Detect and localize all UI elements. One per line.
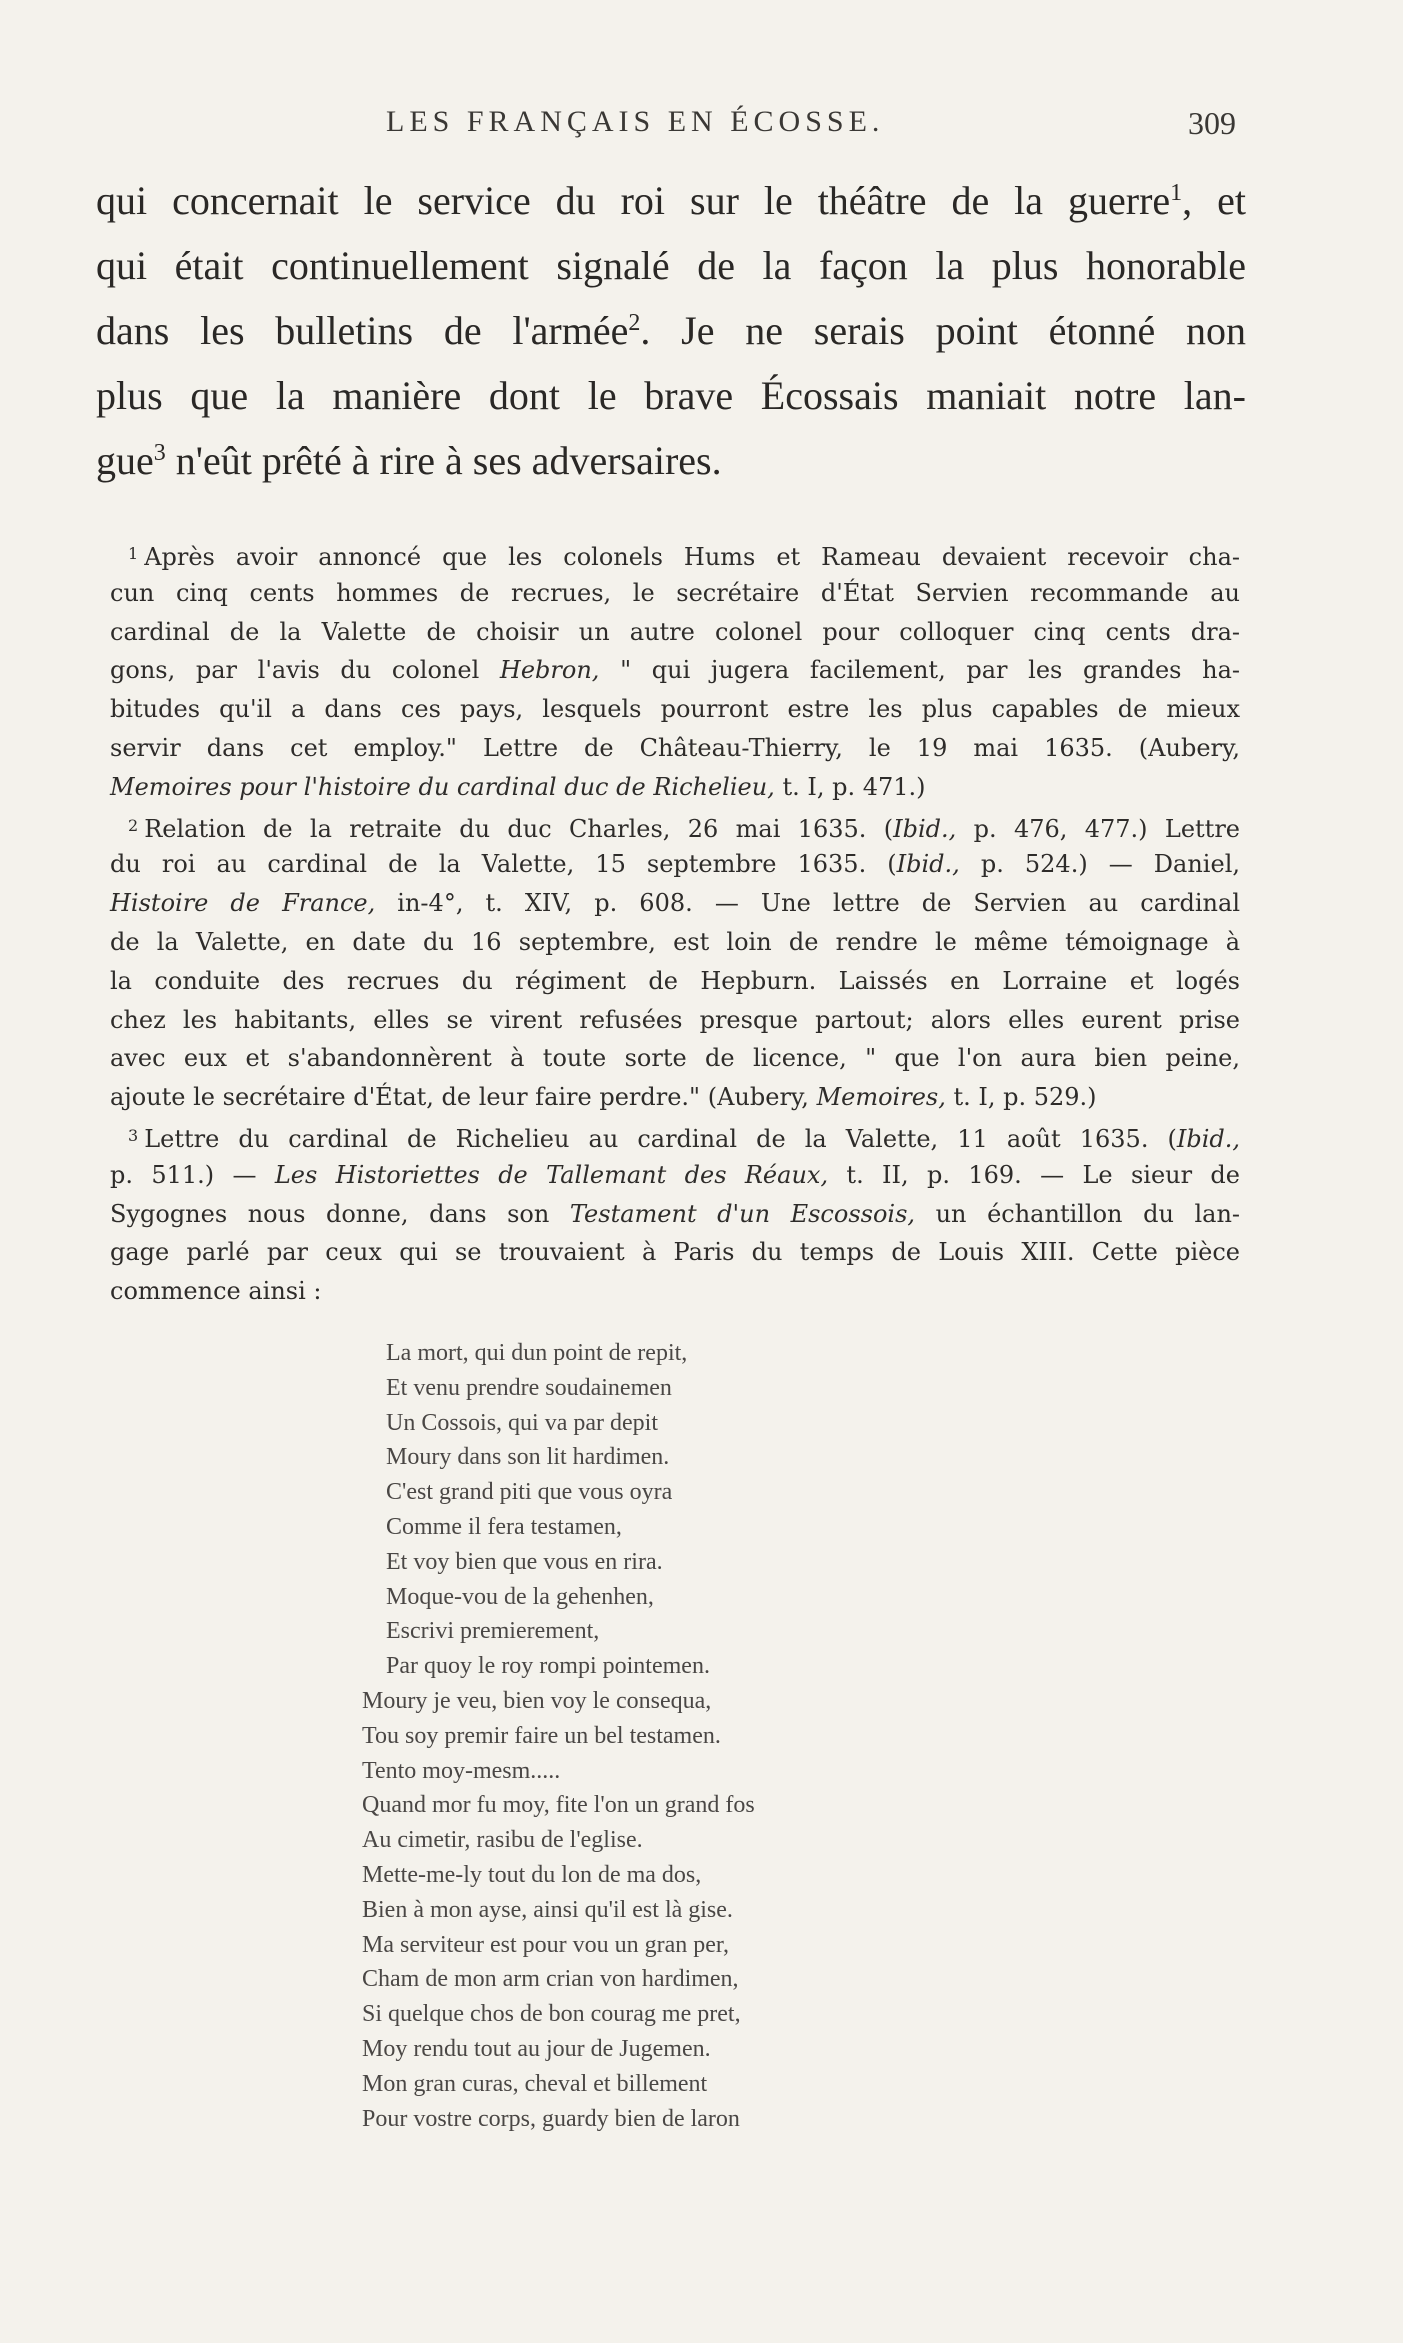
quoted-poem	[362, 1336, 982, 2136]
poem-line: Pour vostre corps, guardy bien de laron	[362, 2105, 740, 2132]
poem-line: Et venu prendre soudainemen	[386, 1374, 672, 1401]
poem-line: Cham de mon arm crian von hardimen,	[362, 1966, 739, 1993]
footnote-line: gage parlé par ceux qui se trouvaient à Paris du temps de Louis XIII. Cette pièce	[110, 1238, 1240, 1267]
poem-line: C'est grand piti que vous oyra	[386, 1479, 673, 1506]
poem-line: Bien à mon ayse, ainsi qu'il est là gise.	[362, 1896, 733, 1923]
footnote-line: cardinal de la Valette de choisir un autre colonel pour colloquer cinq cents dra-	[110, 617, 1240, 646]
body-line: plus que la manière dont le brave Écossais maniait notre lan-	[96, 373, 1246, 418]
poem-line: Moque-vou de la gehenhen,	[386, 1583, 654, 1610]
footnote-line: bitudes qu'il a dans ces pays, lesquels pourront estre les plus capables de mieux	[110, 695, 1240, 724]
poem-line: Et voy bien que vous en rira.	[386, 1548, 663, 1575]
footnote-line: $^3$ Lettre du cardinal de Richelieu au cardinal de la Valette, 11 août 1635. (Ibid.,	[128, 1124, 1240, 1153]
poem-line: Si quelque chos de bon courag me pret,	[362, 2001, 741, 2028]
footnotes	[110, 535, 1240, 1311]
footnote-line: cun cinq cents hommes de recrues, le secrétaire d'État Servien recommande au	[110, 578, 1240, 607]
main-paragraph	[96, 168, 1246, 493]
running-head: LES FRANÇAIS EN ÉCOSSE.	[386, 105, 885, 138]
footnote-line: Histoire de France, in-4°, t. XIV, p. 608. — Une lettre de Servien au cardinal	[110, 889, 1240, 918]
body-line: qui était continuellement signalé de la façon la plus honorable	[96, 243, 1246, 288]
footnote-number: 3	[128, 1125, 139, 1145]
footnote-ref: 3	[153, 440, 166, 466]
poem-line: Au cimetir, rasibu de l'eglise.	[362, 1827, 643, 1854]
poem-line: Mette-me-ly tout du lon de ma dos,	[362, 1861, 702, 1888]
footnote-ref: 2	[628, 310, 641, 336]
poem-line: La mort, qui dun point de repit,	[386, 1340, 688, 1366]
poem-line: Comme il fera testamen,	[386, 1513, 622, 1540]
footnote-line: chez les habitants, elles se virent refusées presque partout; alors elles eurent prise	[110, 1005, 1240, 1034]
poem-line: Tou soy premir faire un bel testamen.	[362, 1722, 721, 1749]
body-line: gue$^3$ n'eût prêté à rire à ses adversaires.	[96, 438, 722, 483]
poem-line: Ma serviteur est pour vou un gran per,	[362, 1931, 729, 1958]
footnote-line: Memoires pour l'histoire du cardinal duc de Richelieu, t. I, p. 471.)	[110, 772, 926, 801]
footnote-number: 1	[128, 544, 139, 563]
footnote-line: ajoute le secrétaire d'État, de leur faire perdre." (Aubery, Memoires, t. I, p. 529.)	[110, 1083, 1097, 1112]
poem-line: Escrivi premierement,	[386, 1618, 600, 1645]
poem-line: Moury dans son lit hardimen.	[386, 1444, 670, 1471]
poem-line: Par quoy le roy rompi pointemen.	[386, 1653, 710, 1680]
footnote-ref: 1	[1170, 180, 1183, 206]
body-line: dans les bulletins de l'armée$^2$. Je ne serais point étonné non	[96, 308, 1247, 353]
poem-line: Quand mor fu moy, fite l'on un grand fos	[362, 1792, 755, 1819]
page-number: 309	[1188, 105, 1236, 141]
footnote-line: de la Valette, en date du 16 septembre, est loin de rendre le même témoignage à	[110, 927, 1240, 956]
footnote-line: avec eux et s'abandonnèrent à toute sorte de licence, " que l'on aura bien peine,	[110, 1044, 1240, 1073]
poem-line: Moy rendu tout au jour de Jugemen.	[362, 2035, 711, 2062]
footnote-number: 2	[128, 815, 139, 835]
footnote-line: gons, par l'avis du colonel Hebron, " qui jugera facilement, par les grandes ha-	[110, 656, 1240, 685]
footnote-line: servir dans cet employ." Lettre de Château-Thierry, le 19 mai 1635. (Aubery,	[110, 733, 1240, 762]
poem-line: Un Cossois, qui va par depit	[386, 1409, 658, 1436]
footnote-line: la conduite des recrues du régiment de Hepburn. Laissés en Lorraine et logés	[110, 966, 1240, 995]
footnote-line: Sygognes nous donne, dans son Testament d'un Escossois, un échantillon du lan-	[110, 1199, 1241, 1228]
body-line: qui concernait le service du roi sur le théâtre de la guerre$^1$, et	[96, 178, 1246, 223]
footnote-line: p. 511.) — Les Historiettes de Tallemant des Réaux, t. II, p. 169. — Le sieur de	[110, 1160, 1240, 1189]
footnote-line: $^1$ Après avoir annoncé que les colonels Hums et Rameau devaient recevoir cha-	[128, 543, 1240, 571]
poem-line: Moury je veu, bien voy le consequa,	[362, 1687, 712, 1714]
poem-line: Tento moy-mesm.....	[362, 1757, 561, 1784]
footnote-line: commence ainsi :	[110, 1277, 322, 1306]
footnote-line: du roi au cardinal de la Valette, 15 septembre 1635. (Ibid., p. 524.) — Daniel,	[110, 850, 1240, 879]
page-header	[96, 105, 1246, 145]
footnote-line: $^2$ Relation de la retraite du duc Charles, 26 mai 1635. (Ibid., p. 476, 477.) Lettre	[128, 814, 1240, 843]
poem-line: Mon gran curas, cheval et billement	[362, 2070, 708, 2097]
